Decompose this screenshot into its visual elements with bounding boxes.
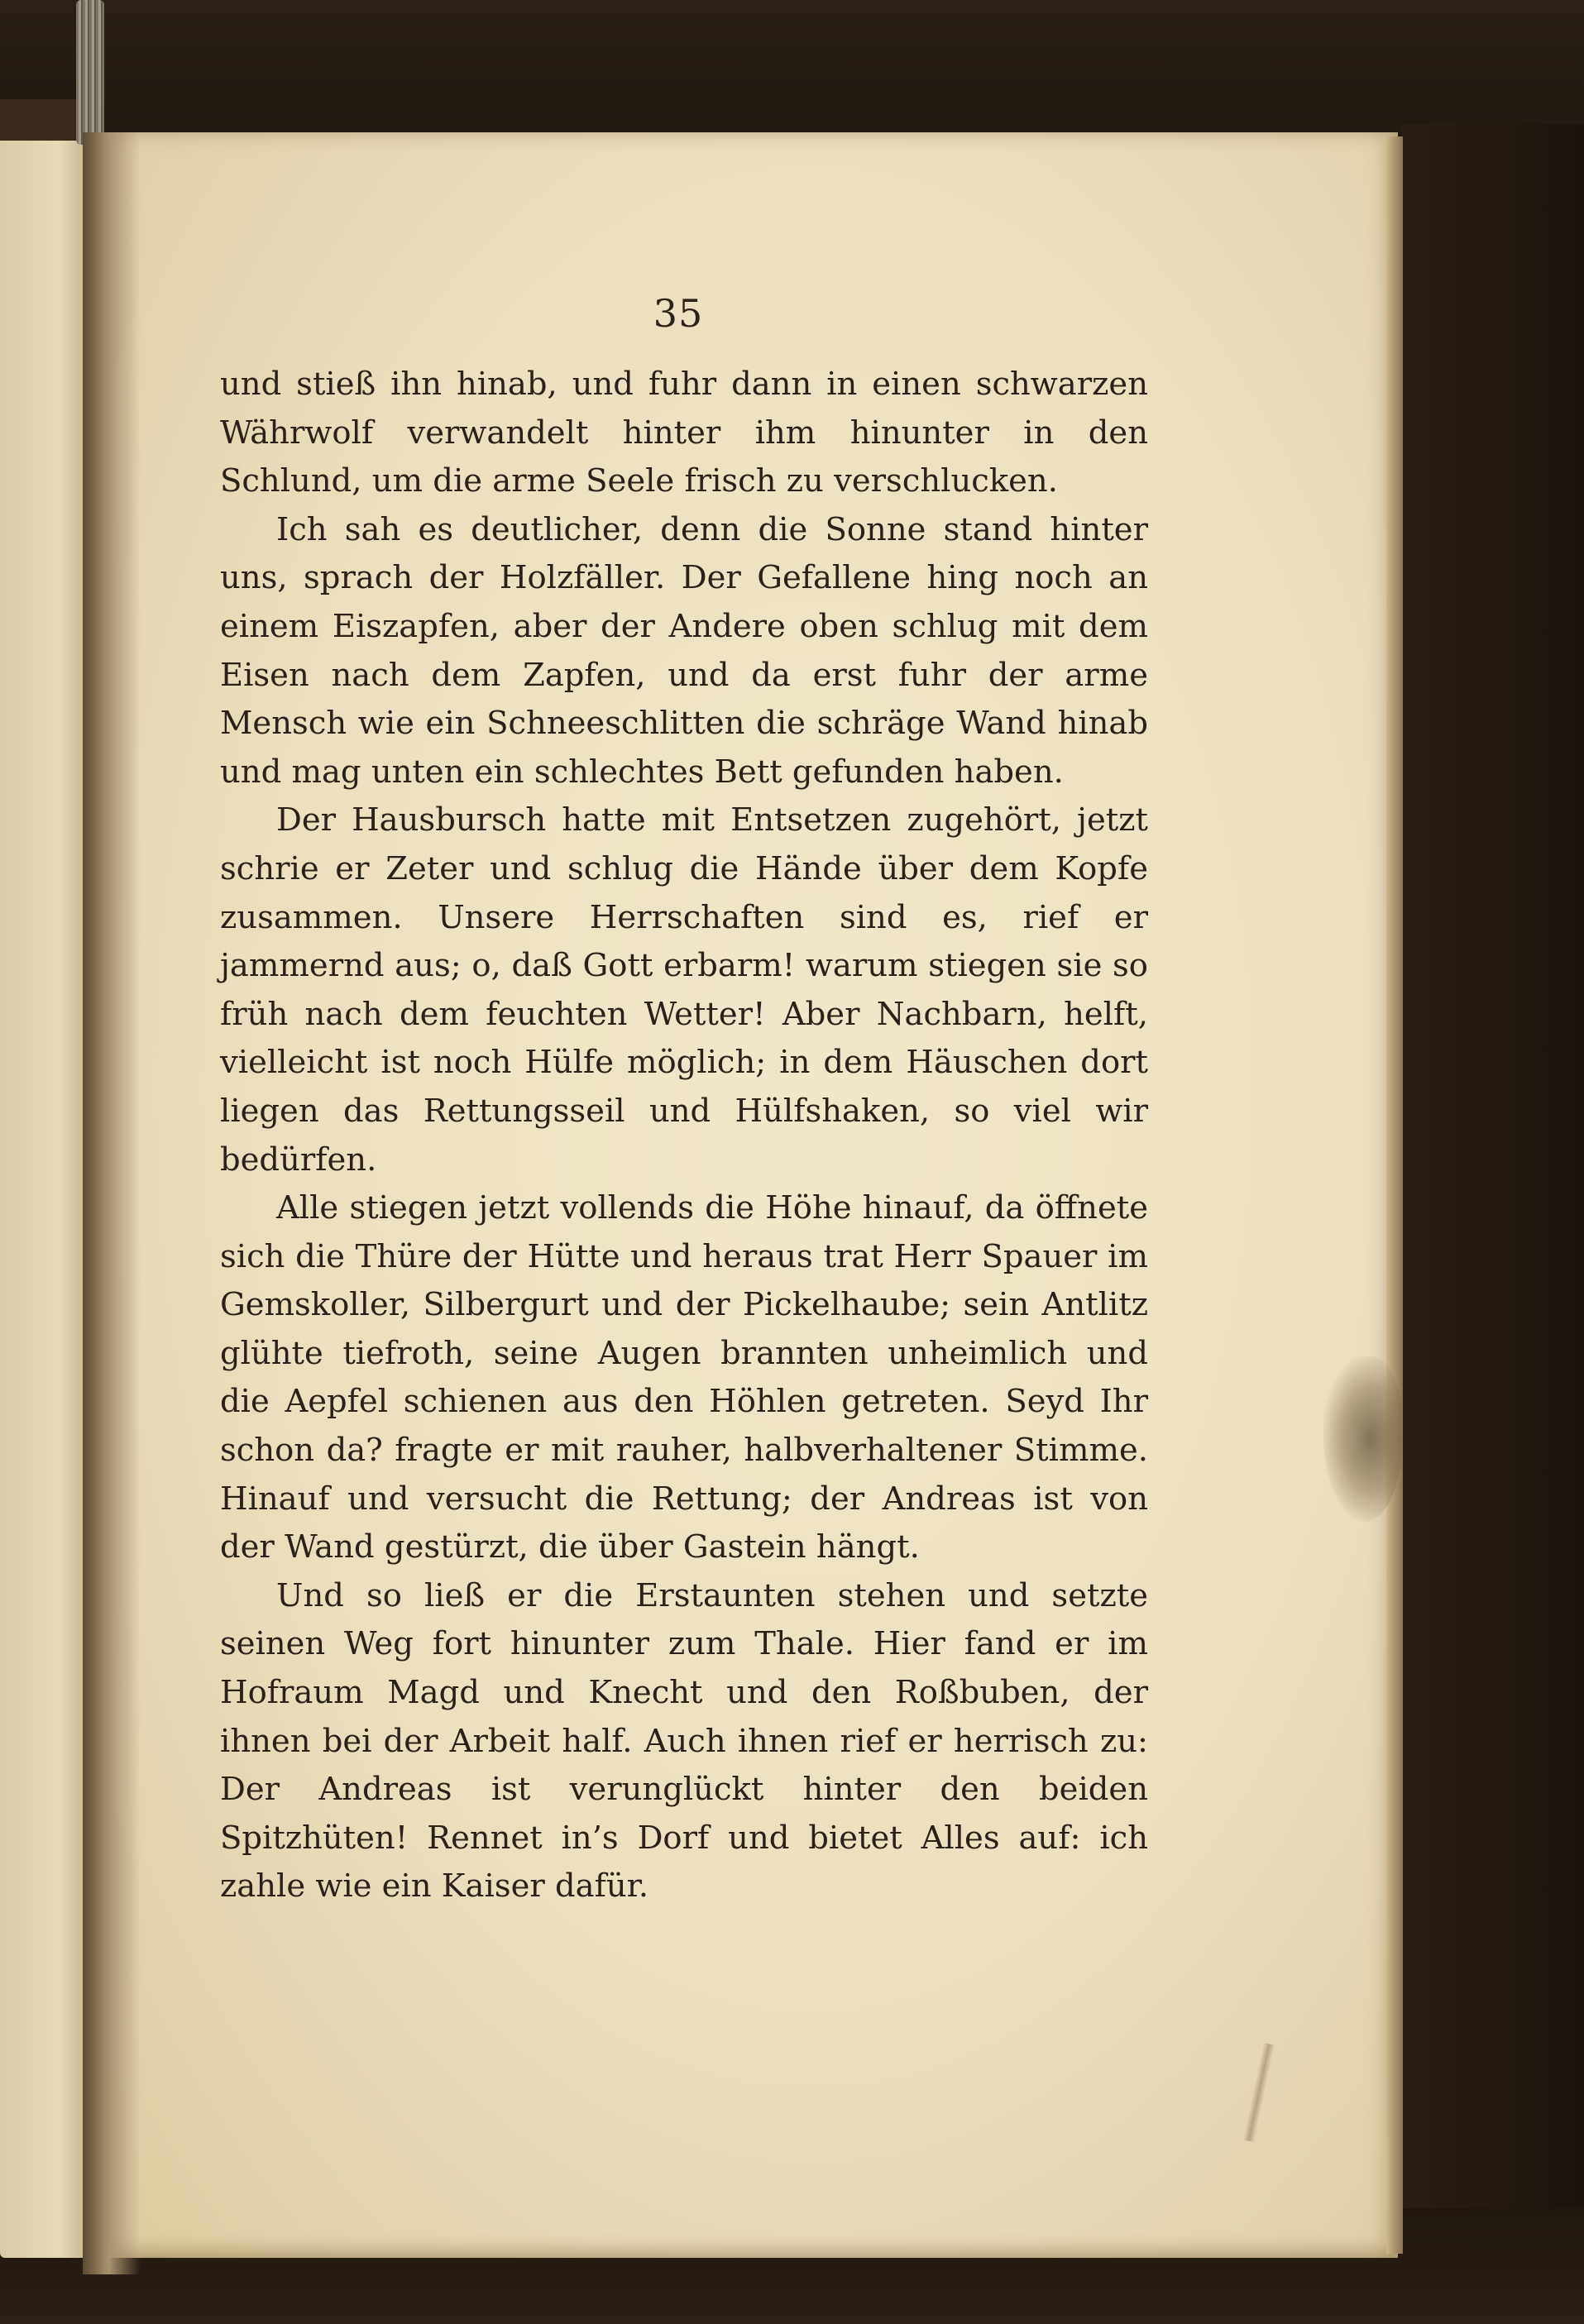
paragraph: Alle stiegen jetzt vollends die Höhe hinauf, da öffnete sich die Thüre der Hütte und heraus trat Herr Spauer im Gemskoller, Silbergurt und der Pickelhaube; sein Antlitz glühte tiefroth, seine Augen brannten unheimlich und die Aepfel schienen aus den Höhlen getreten. Seyd Ihr schon da? fragte er mit rauher, halbverhaltener Stimme. Hinauf und versucht die Rettung; der Andreas ist von der Wand gestürzt, die über Gastein hängt. (220, 1189, 1148, 1566)
page-gutter-shadow (83, 132, 141, 2274)
paragraph: Und so ließ er die Erstaunten stehen und setzte seinen Weg fort hinunter zum Thale. Hier fand er im Hofraum Magd und Knecht und den Roßbuben, der ihnen bei der Arbeit half. Auch ihnen rief er herrisch zu: Der Andreas ist verunglückt hinter den beiden Spitzhüten! Rennet in’s Dorf und bietet Alles auf: ich zahle wie ein Kaiser dafür. (220, 1576, 1148, 1906)
book-cover-right (1402, 124, 1584, 2324)
page-edge (1386, 136, 1403, 2254)
paper-stain (1323, 1356, 1402, 1522)
page-number: 35 (653, 291, 704, 336)
paragraph: Ich sah es deutlicher, denn die Sonne stand hinter uns, sprach der Holzfäller. Der Gefallene hing noch an einem Eiszapfen, aber der Andere oben schlug mit dem Eisen nach dem Zapfen, und da erst fuhr der arme Mensch wie ein Schneeschlitten die schräge Wand hinab und mag unten ein schlechtes Bett gefunden haben. (220, 510, 1148, 791)
binding-thread (76, 0, 104, 145)
paragraph: und stieß ihn hinab, und fuhr dann in einen schwarzen Währwolf verwandelt hinter ihm hinunter in den Schlund, um die arme Seele frisch zu verschlucken. (220, 366, 1148, 500)
body-text (220, 361, 1148, 1911)
paragraph: Der Hausbursch hatte mit Entsetzen zugehört, jetzt schrie er Zeter und schlug die Hände über dem Kopfe zusammen. Unsere Herrschaften sind es, rief er jammernd aus; o, daß Gott erbarm! warum stiegen sie so früh nach dem feuchten Wetter! Aber Nachbarn, helft, vielleicht ist noch Hülfe möglich; in dem Häuschen dort liegen das Rettungsseil und Hülfshaken, so viel wir bedürfen. (220, 801, 1148, 1179)
